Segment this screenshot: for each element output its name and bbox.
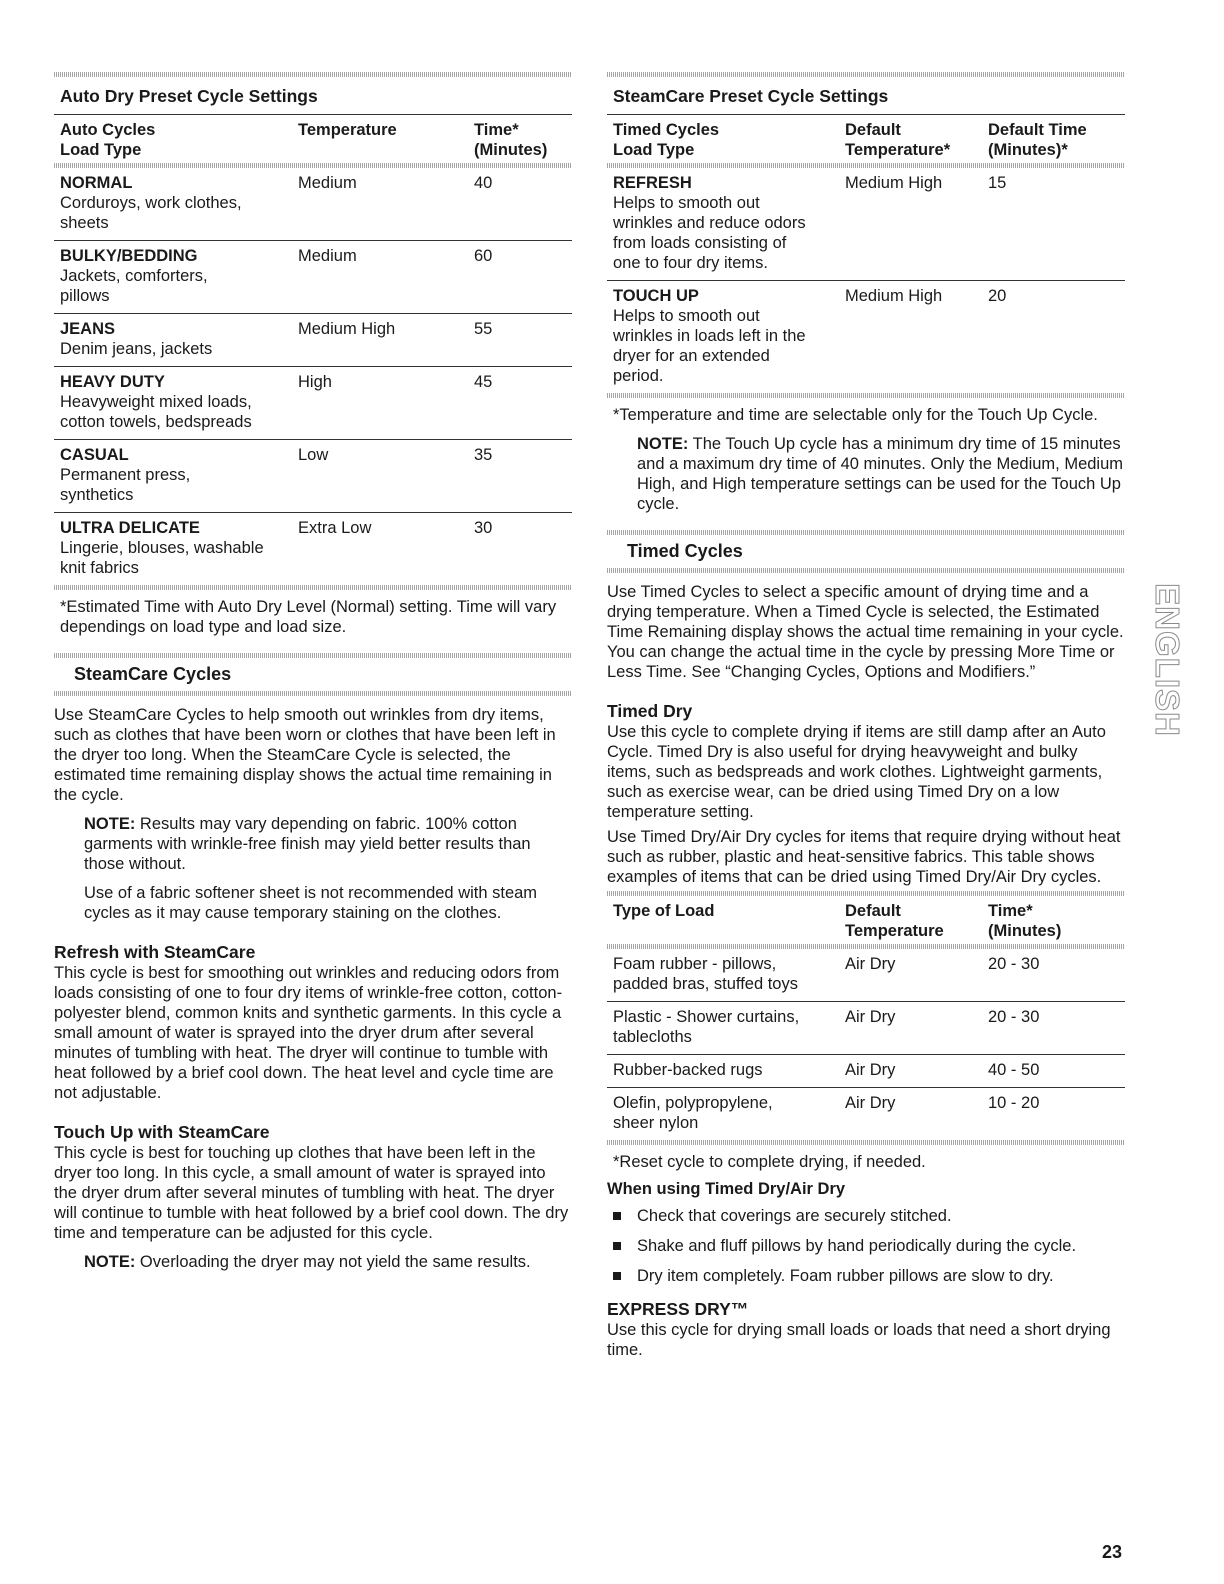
bullet-text: Dry item completely. Foam rubber pillows are slow to dry.	[637, 1267, 1054, 1285]
steamcare-cycles-heading: SteamCare Cycles	[74, 664, 232, 684]
load-temp: Air Dry	[845, 1008, 896, 1026]
hatch-rule	[54, 691, 572, 696]
refresh-text: This cycle is best for smoothing out wrinkles and reducing odors from loads consisting of one to four dry items of wrinkle-free cotton, cotton-polyester blend, common knits and synthetic garments. In this cycle a small amount of water is sprayed into the dryer drum after several minutes of tumbling with heat. The dryer will continue to tumble with heat followed by a brief cool down. The heat level and cycle time are not adjustable.	[54, 964, 563, 1102]
cycle-time: 45	[474, 373, 493, 391]
hatch-rule	[54, 585, 572, 590]
cycle-name: REFRESH	[613, 174, 692, 192]
bullet-icon	[613, 1272, 621, 1280]
cycle-desc: Jackets, comforters, pillows	[60, 267, 208, 305]
auto-dry-footnote: *Estimated Time with Auto Dry Level (Normal) setting. Time will vary dependings on load type and load size.	[60, 598, 557, 636]
when-using-list	[607, 1206, 1125, 1286]
auto-dry-table-header	[54, 115, 572, 163]
timed-dry-heading: Timed Dry	[607, 701, 693, 721]
air-dry-table-header	[607, 896, 1125, 944]
cycle-name: TOUCH UP	[613, 287, 699, 305]
header-type-of-load: Type of Load	[613, 902, 715, 920]
load-temp: Air Dry	[845, 1094, 896, 1112]
load-time: 20 - 30	[988, 1008, 1040, 1026]
steamcare-note	[54, 814, 572, 874]
table-row	[607, 1055, 1125, 1087]
table-row	[607, 281, 1125, 393]
hatch-rule	[607, 891, 1125, 896]
hatch-rule	[607, 568, 1125, 573]
hatch-rule	[607, 393, 1125, 398]
note-text: Results may vary depending on fabric. 100% cotton garments with wrinkle-free finish may yield better results than those without.	[84, 815, 531, 873]
table-row	[54, 513, 572, 585]
cycle-name: HEAVY DUTY	[60, 373, 165, 391]
hatch-rule	[54, 163, 572, 168]
cycle-desc: Corduroys, work clothes, sheets	[60, 194, 242, 232]
side-tab-label: ENGLISH	[1149, 583, 1186, 737]
refresh-heading: Refresh with SteamCare	[54, 942, 256, 962]
page-number: 23	[1102, 1542, 1123, 1562]
cycle-desc: Helps to smooth out wrinkles and reduce odors from loads consisting of one to four dry items.	[613, 194, 806, 272]
left-column	[54, 72, 572, 1272]
cycle-time: 60	[474, 247, 493, 265]
cycle-name: BULKY/BEDDING	[60, 247, 198, 265]
header-temperature: Default Temperature*	[845, 121, 951, 159]
cycle-name: NORMAL	[60, 174, 133, 192]
table-row	[607, 168, 1125, 280]
cycle-desc: Heavyweight mixed loads, cotton towels, bedspreads	[60, 393, 252, 431]
load-time: 40 - 50	[988, 1061, 1040, 1079]
load-temp: Air Dry	[845, 955, 896, 973]
cycle-temp: Medium	[298, 247, 357, 265]
load-type: Olefin, polypropylene, sheer nylon	[613, 1094, 773, 1132]
note-text: The Touch Up cycle has a minimum dry time of 15 minutes and a maximum dry time of 40 minutes. Only the Medium, Medium High, and High temperature settings can be used for the Touch Up cycle.	[637, 435, 1124, 513]
list-item	[607, 1206, 1125, 1226]
bullet-icon	[613, 1242, 621, 1250]
bullet-icon	[613, 1212, 621, 1220]
note-label: NOTE:	[84, 1253, 136, 1271]
header-default-temperature: Default Temperature	[845, 902, 944, 940]
touchup-note	[54, 1252, 572, 1272]
language-side-tab	[1150, 564, 1184, 756]
header-temperature: Temperature	[298, 121, 397, 139]
list-item	[607, 1266, 1125, 1286]
touchup-limits-note	[607, 434, 1125, 514]
cycle-temp: Medium High	[845, 174, 943, 192]
touchup-heading: Touch Up with SteamCare	[54, 1122, 270, 1142]
cycle-time: 35	[474, 446, 493, 464]
cycle-temp: Extra Low	[298, 519, 372, 537]
cycle-name: JEANS	[60, 320, 116, 338]
express-dry-heading: EXPRESS DRY™	[607, 1299, 749, 1319]
cycle-desc: Helps to smooth out wrinkles in loads left in the dryer for an extended period.	[613, 307, 806, 385]
cycle-desc: Denim jeans, jackets	[60, 340, 213, 358]
cycle-name: CASUAL	[60, 446, 129, 464]
cycle-temp: Medium High	[298, 320, 396, 338]
list-item	[607, 1236, 1125, 1256]
cycle-desc: Permanent press, synthetics	[60, 466, 191, 504]
table-row	[54, 168, 572, 240]
table-row	[607, 1002, 1125, 1054]
load-type: Rubber-backed rugs	[613, 1061, 763, 1079]
note-text: Overloading the dryer may not yield the same results.	[135, 1253, 531, 1271]
cycle-temp: High	[298, 373, 332, 391]
load-type: Foam rubber - pillows, padded bras, stuffed toys	[613, 955, 798, 993]
cycle-time: 30	[474, 519, 493, 537]
hatch-rule	[54, 653, 572, 658]
steamcare-footnote: *Temperature and time are selectable only for the Touch Up Cycle.	[613, 406, 1098, 424]
bullet-text: Shake and fluff pillows by hand periodically during the cycle.	[637, 1237, 1077, 1255]
table-row	[54, 367, 572, 439]
steamcare-intro: Use SteamCare Cycles to help smooth out wrinkles from dry items, such as clothes that have been worn or clothes that have been left in the dryer too long. When the SteamCare Cycle is selected, the estimated time remaining display shows the actual time remaining in the cycle.	[54, 706, 556, 804]
hatch-rule	[607, 72, 1125, 77]
load-time: 20 - 30	[988, 955, 1040, 973]
table-row	[607, 949, 1125, 1001]
air-dry-footnote: *Reset cycle to complete drying, if needed.	[613, 1153, 926, 1171]
hatch-rule	[607, 944, 1125, 949]
timed-cycles-text: Use Timed Cycles to select a specific amount of drying time and a drying temperature. When a Timed Cycle is selected, the Estimated Time Remaining display shows the actual time remaining in your cycle. You can change the actual time in the cycle by pressing More Time or Less Time. See “Changing Cycles, Options and Modifiers.”	[607, 583, 1124, 681]
table-row	[54, 440, 572, 512]
timed-dry-text-1: Use this cycle to complete drying if items are still damp after an Auto Cycle. Timed Dry is also useful for drying heavyweight and bulky items, such as bedspreads and work clothes. Lightweight garments, such as exercise wear, can be dried using Timed Dry on a low temperature setting.	[607, 723, 1106, 821]
steamcare-table-header	[607, 115, 1125, 163]
note-label: NOTE:	[637, 435, 689, 453]
load-type: Plastic - Shower curtains, tablecloths	[613, 1008, 800, 1046]
cycle-time: 20	[988, 287, 1007, 305]
cycle-name: ULTRA DELICATE	[60, 519, 200, 537]
express-dry-text: Use this cycle for drying small loads or loads that need a short drying time.	[607, 1321, 1111, 1359]
cycle-time: 40	[474, 174, 493, 192]
load-temp: Air Dry	[845, 1061, 896, 1079]
hatch-rule	[607, 163, 1125, 168]
hatch-rule	[607, 1140, 1125, 1145]
steamcare-table-title: SteamCare Preset Cycle Settings	[613, 86, 889, 106]
right-column	[607, 72, 1125, 1360]
header-load-type: Timed Cycles Load Type	[613, 121, 720, 159]
table-row	[54, 314, 572, 366]
hatch-rule	[607, 530, 1125, 535]
header-time: Time* (Minutes)	[474, 121, 548, 159]
cycle-time: 55	[474, 320, 493, 338]
table-row	[54, 241, 572, 313]
header-time: Default Time (Minutes)*	[988, 121, 1087, 159]
touchup-text: This cycle is best for touching up clothes that have been left in the dryer too long. In this cycle, a small amount of water is sprayed into the dryer drum after several minutes of tumbling with heat. The dryer will continue to tumble with heat followed by a brief cool down. The dry time and temperature can be adjusted for this cycle.	[54, 1144, 569, 1242]
note-label: NOTE:	[84, 815, 136, 833]
cycle-temp: Medium	[298, 174, 357, 192]
auto-dry-table-title: Auto Dry Preset Cycle Settings	[60, 86, 318, 106]
cycle-temp: Low	[298, 446, 329, 464]
cycle-desc: Lingerie, blouses, washable knit fabrics	[60, 539, 264, 577]
header-time: Time* (Minutes)	[988, 902, 1062, 940]
timed-dry-text-2: Use Timed Dry/Air Dry cycles for items that require drying without heat such as rubber, plastic and heat-sensitive fabrics. This table shows examples of items that can be dried using Timed Dry/Air Dry cycles.	[607, 828, 1121, 886]
timed-cycles-heading: Timed Cycles	[627, 541, 743, 561]
load-time: 10 - 20	[988, 1094, 1040, 1112]
header-load-type: Auto Cycles Load Type	[60, 121, 156, 159]
cycle-temp: Medium High	[845, 287, 943, 305]
table-row	[607, 1088, 1125, 1140]
bullet-text: Check that coverings are securely stitched.	[637, 1207, 952, 1225]
steamcare-softener-note: Use of a fabric softener sheet is not recommended with steam cycles as it may cause temporary staining on the clothes.	[84, 884, 538, 922]
cycle-time: 15	[988, 174, 1007, 192]
hatch-rule	[54, 72, 572, 77]
when-using-heading: When using Timed Dry/Air Dry	[607, 1180, 846, 1198]
